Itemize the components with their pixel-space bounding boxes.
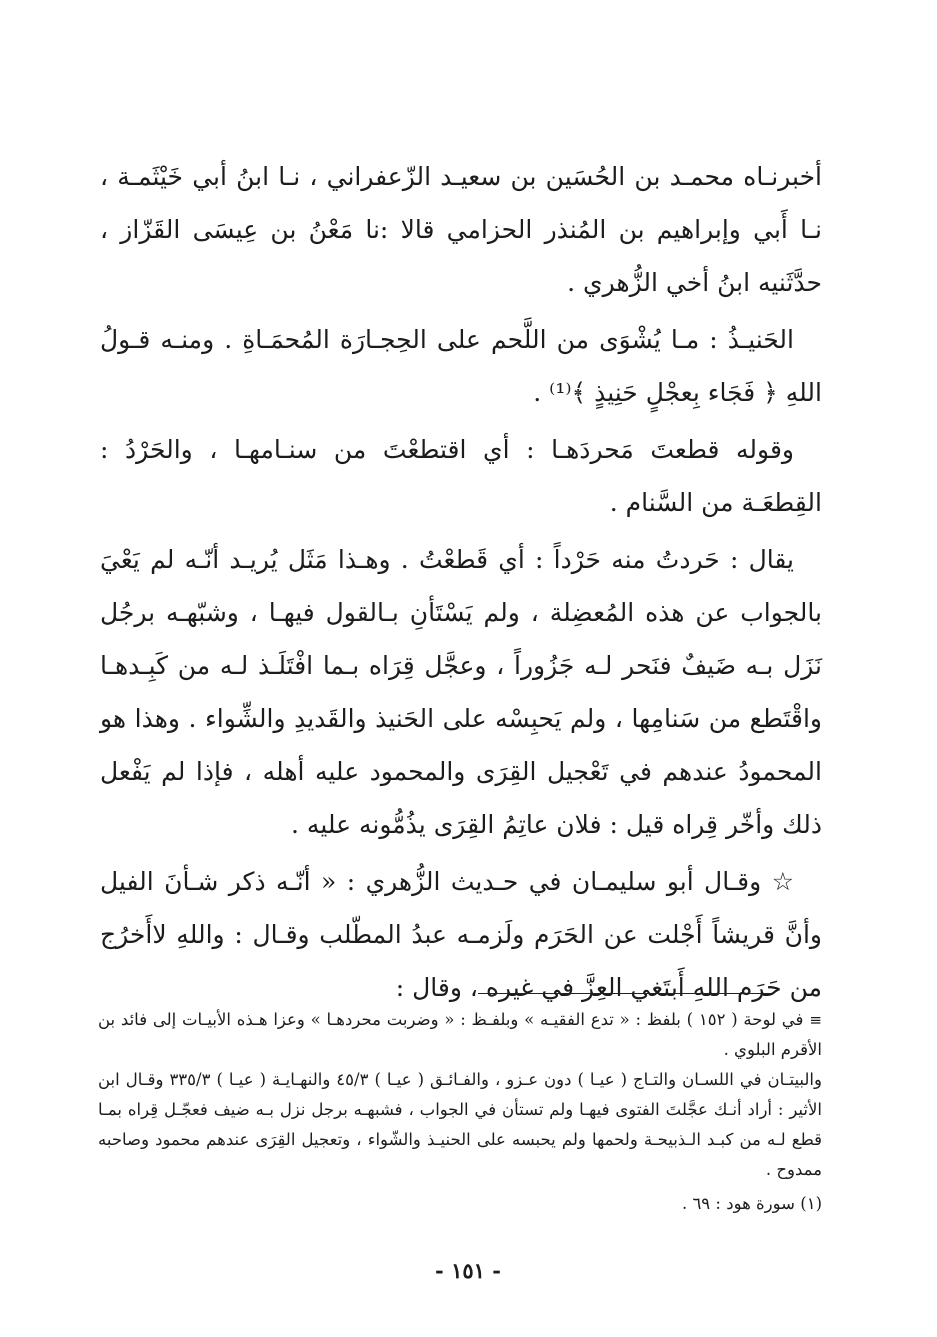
paragraph-haneedh: الحَنيـذُ : مـا يُشْوَى من اللَّحم على الحِجـارَة المُحمَـاةِ . ومنـه قـولُ اللهِ ﴿ فَجَاء بِعجْلٍ حَنِيذٍ ﴾⁽¹⁾ . [100, 325, 822, 407]
footnotes [98, 1005, 822, 1219]
continuation-mark: ≡ [809, 1011, 822, 1029]
paragraph-mahrad: وقوله قطعتَ مَحردَهـا : أي اقتطعْتَ من سنـامهـا ، والحَرْدُ : القِطعَـة من السَّنام . [100, 435, 822, 517]
paragraph-explanation: يقال : حَردتُ منه حَرْداً : أي قَطعْتُ . وهـذا مَثَل يُريـد أنّـه لم يَعْيَ بالجواب عن هذه المُعضِلة ، ولم يَسْتَأنِ بـالقول فيهـا ، وشبّهـه برجُل نَزَل بـه ضَيفٌ فنَحر لـه جَزُوراً ، وعجَّل قِرَاه بـما افْتَلَـذ لـه من كَبِـدهـا واقْتَطع من سَنامِها ، ولم يَحبِسْه على الحَنيذ والقَديدِ والشِّواء . وهذا هو المحمودُ عندهم في تَعْجيل القِرَى والمحمود عليه أهله ، فإذا لم يَفْعل ذلك وأخّر قِراه قيل : فلان عاتِمُ القِرَى يذُمُّونه عليه . [100, 545, 822, 839]
footnote-separator [478, 993, 774, 994]
paragraph-isnad: أخبرنـاه محمـد بن الحُسَين بن سعيـد الزّعفراني ، نـا ابنُ أبي خَيْثَمـة ، نـا أَبي وإبراهيم بن المُنذر الحزامي قالا :نا مَعْنُ بن عِيسَى القَزّاز ، حدَّثَنيه ابنُ أخي الزُّهري . [100, 162, 822, 297]
footnote-quran-reference: (١) سورة هود : ٦٩ . [681, 1194, 822, 1213]
footnote-continued [98, 1005, 822, 1065]
footnote-sources: والبيتـان في اللسـان والتـاج ( عيـا ) دون عـزو ، والفـائـق ( عيـا ) ٤٥/٣ والنهـايـة ( عيـا ) ٣٣٥/٣ وقـال ابن الأثير : أراد أنـك عجَّلتَ الفتوى فيهـا ولم تستأن في الجواب ، فشبهـه برجل نزل بـه ضيف فعجّـل قِراه بمـا قطع لـه من كبـد الـذبيحـة ولحمها ولم يحبسه على الحنيـذ والشّواء ، وتعجيل القِرَى عندهم محمود وصاحبه ممدوح . [98, 1070, 822, 1179]
paragraph-abu-sulayman: ☆ وقـال أبو سليمـان في حـديث الزُّهري : « أنّـه ذكر شـأنَ الفيل وأنَّ قريشاً أَجْلت عن الحَرَم ولَزمـه عبدُ المطّلب وقـال : واللهِ لاأَخرُج من حَرَم اللهِ أَبتَغي العِزَّ في غيره ، وقال : [100, 867, 822, 1002]
main-text [100, 150, 822, 1014]
footnote-text-1: في لوحة ( ١٥٢ ) بلفظ : « تدع الفقيـه » وبلفـظ : « وضربت محردهـا » وعزا هـذه الأبيـات إلى فائد بن الأقرم البلوي . [98, 1010, 822, 1059]
page-number: - ١٥١ - [435, 1258, 501, 1283]
